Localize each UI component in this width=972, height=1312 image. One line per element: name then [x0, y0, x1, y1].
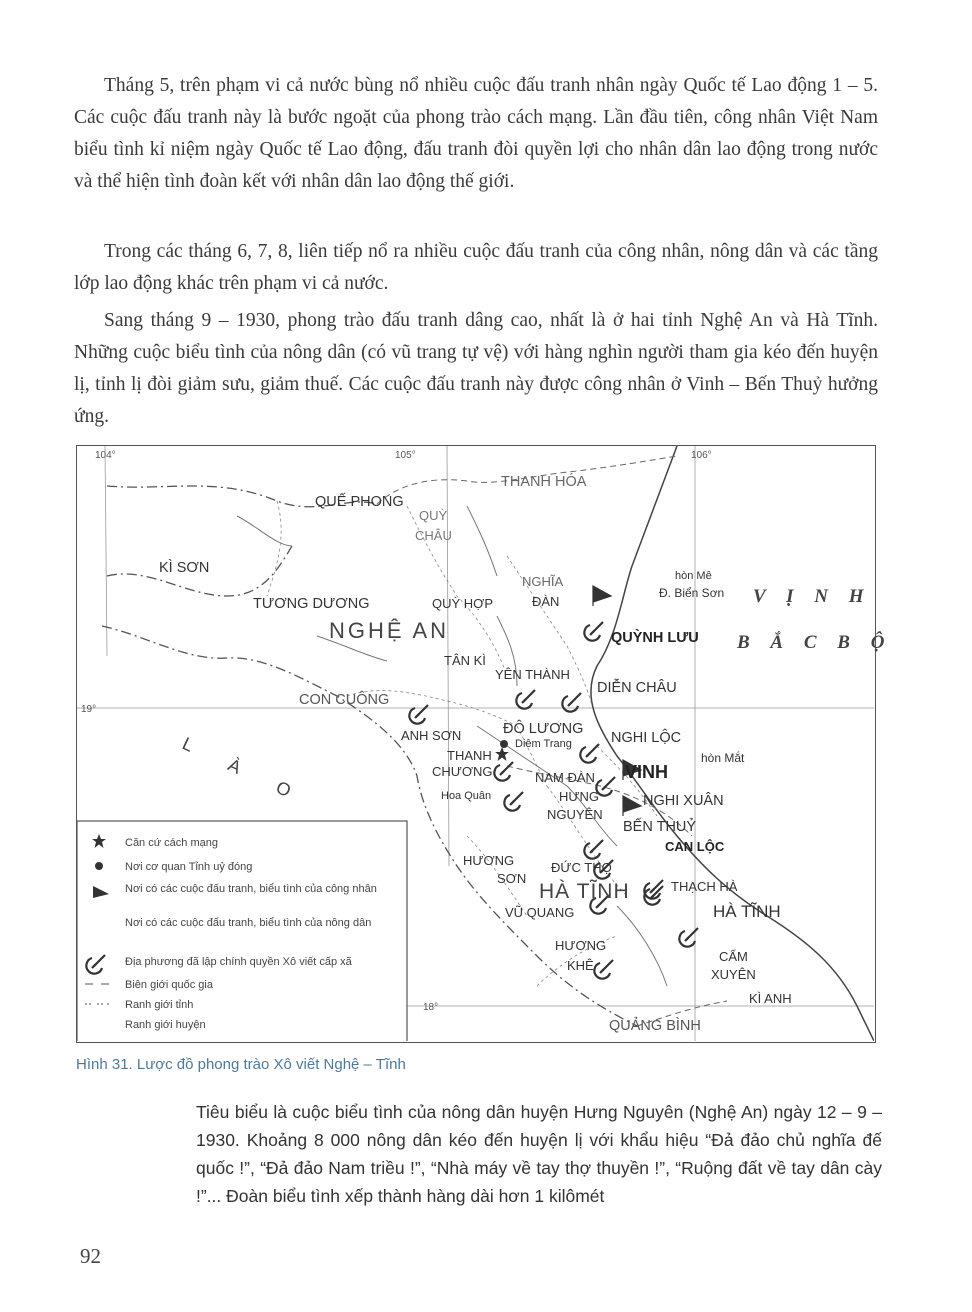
degree-label-105: 105° [395, 450, 416, 461]
label-nam-dan: NAM ĐÀN [535, 770, 595, 785]
star-thanh-chuong-icon [495, 747, 509, 761]
degree-label-19: 19° [81, 704, 97, 715]
label-vinh-bay: V Ị N H [753, 586, 872, 607]
label-thanh-hoa: THANH HÓA [501, 474, 587, 490]
sickle-thanh-chuong-icon [494, 762, 513, 781]
label-huong-son-2: SƠN [497, 871, 527, 886]
legend-label-peasants: Nơi có các cuộc đấu tranh, biểu tình của nông dân [125, 917, 372, 929]
paragraph-hung-nguyen-demonstration: Tiêu biểu là cuộc biểu tình của nông dân huyện Hưng Nguyên (Nghệ An) ngày 12 – 9 – 1930. Khoảng 8 000 nông dân kéo đến huyện lị với khẩu hiệu “Đả đảo chủ nghĩa đế quốc !”, “Đả đảo Nam triều !”, “Nhà máy về tay thợ thuyền !”, “Ruộng đất về tay dân cày !”... Đoàn biểu tình xếp thành hàng dài hơn 1 kilômét [196, 1102, 882, 1206]
label-quang-binh: QUẢNG BÌNH [609, 1018, 701, 1034]
label-vinh-city: VINH [625, 762, 669, 782]
label-ki-son: KÌ SƠN [159, 560, 210, 576]
label-thanh-chuong-1: THANH [447, 748, 492, 763]
label-anh-son: ANH SƠN [401, 728, 462, 743]
legend-dot-icon [95, 862, 103, 870]
label-hung-nguyen-1: HƯNG [559, 789, 599, 804]
label-que-phong: QUẾ PHONG [315, 494, 404, 510]
paragraph-may-1930: Tháng 5, trên phạm vi cả nước bùng nổ nhiều cuộc đấu tranh nhân ngày Quốc tế Lao động 1 – 5. Các cuộc đấu tranh này là bước ngoặt của phong trào cách mạng. Lần đầu tiên, công nhân Việt Nam biểu tình kỉ niệm ngày Quốc tế Lao động, đấu tranh đòi quyền lợi cho nhân dân lao động trong nước và thể hiện tình đoàn kết với nhân dân lao động thế giới. [74, 75, 878, 192]
label-nghi-xuan: NGHI XUÂN [643, 793, 724, 809]
label-tan-ki: TÂN KÌ [444, 653, 486, 668]
label-quy-chau-1: QUỲ [419, 508, 448, 523]
label-ki-anh: KÌ ANH [749, 991, 792, 1006]
paragraph-september-1930: Sang tháng 9 – 1930, phong trào đấu tranh dâng cao, nhất là ở hai tỉnh Nghệ An và Hà Tĩnh. Những cuộc biểu tình của nông dân (có vũ trang tự vệ) với hàng nghìn người tham gia kéo đến huyện lị, tỉnh lị đòi giảm sưu, giảm thuế. Các cuộc đấu tranh này được công nhân ở Vinh – Bến Thuỷ hưởng ứng. [74, 310, 878, 427]
legend-label-base: Căn cứ cách mạng [125, 837, 218, 849]
flag-quynh-luu-icon [593, 586, 611, 606]
label-ha-tinh-province: HÀ TĨNH [539, 880, 630, 903]
label-nghia-dan-1: NGHĨA [522, 574, 564, 589]
label-can-loc: CAN LỘC [665, 839, 725, 854]
legend-label-national-border: Biên giới quốc gia [125, 979, 213, 991]
label-nghia-dan-2: ĐÀN [532, 594, 560, 609]
label-ben-thuy: BẾN THUỶ [623, 819, 697, 835]
label-hon-mat: hòn Mắt [701, 751, 745, 765]
degree-label-106: 106° [691, 450, 712, 461]
label-cam-xuyen-1: CẨM [719, 949, 748, 964]
label-diem-trang: Diêm Trang [515, 738, 572, 750]
sickle-yen-thanh-icon [516, 690, 535, 709]
sickle-nghi-loc-icon [580, 744, 599, 763]
label-nghe-an-province: NGHỆ AN [329, 618, 450, 643]
legend-label-committee: Nơi cơ quan Tỉnh uỷ đóng [125, 861, 253, 873]
label-quy-chau-2: CHÂU [415, 528, 452, 543]
label-quynh-luu: QUỲNH LƯU [611, 630, 699, 646]
degree-label-104: 104° [95, 450, 116, 461]
label-yen-thanh: YÊN THÀNH [495, 667, 570, 682]
label-duc-tho: ĐỨC THỌ [551, 860, 612, 875]
label-hung-nguyen-2: NGUYÊN [547, 807, 603, 822]
label-huong-khe-1: HƯƠNG [555, 938, 607, 953]
legend-label-soviet: Địa phương đã lập chính quyền Xô viết cấp xã [125, 956, 352, 968]
legend-label-province-border: Ranh giới tỉnh [125, 999, 194, 1011]
legend-label-district-border: Ranh giới huyện [125, 1019, 206, 1031]
sickle-hung-nguyen-icon [584, 840, 603, 859]
label-huong-khe-2: KHÊ [567, 958, 594, 973]
label-vu-quang: VŨ QUANG [505, 905, 575, 920]
paragraph-june-august: Trong các tháng 6, 7, 8, liên tiếp nổ ra nhiều cuộc đấu tranh của công nhân, nông dân và các tầng lớp lao động khác trên phạm vi cả nước. [74, 241, 878, 294]
label-huong-son-1: HƯƠNG [463, 853, 515, 868]
page-number: 92 [80, 1244, 101, 1268]
label-do-luong: ĐÔ LƯƠNG [503, 721, 584, 737]
soviet-nghe-tinh-map [76, 445, 893, 1043]
label-nghi-loc: NGHI LỘC [611, 730, 682, 746]
label-thanh-chuong-2: CHƯƠNG [432, 764, 493, 779]
label-laos: L À O [179, 733, 311, 809]
label-hoa-quan: Hoa Quân [441, 790, 492, 802]
label-ha-tinh-town: HÀ TĨNH [713, 902, 781, 921]
figure-caption: Hình 31. Lược đồ phong trào Xô viết Nghệ – Tĩnh [76, 1056, 406, 1073]
sickle-huong-khe-icon [594, 960, 613, 979]
label-cam-xuyen-2: XUYÊN [711, 967, 756, 982]
label-hon-me: hòn Mê [675, 570, 712, 582]
degree-label-18: 18° [423, 1002, 439, 1013]
label-con-cuong: CON CUÔNG [299, 692, 390, 708]
sickle-dien-chau-icon [562, 693, 581, 712]
label-dien-chau: DIỄN CHÂU [597, 680, 677, 696]
dot-diem-trang-icon [500, 740, 508, 748]
sickle-quynh-luu-icon [584, 622, 603, 641]
legend-label-workers: Nơi có các cuộc đấu tranh, biểu tình của công nhân [125, 883, 377, 895]
label-bien-son: Đ. Biển Sơn [659, 586, 725, 600]
label-bac-bo-bay: B Ắ C B Ộ [737, 632, 893, 653]
label-thach-ha: THẠCH HÀ [671, 879, 738, 894]
label-tuong-duong: TƯƠNG DƯƠNG [253, 596, 370, 612]
label-quy-hop: QUỲ HỢP [432, 596, 493, 611]
sickle-hoa-quan-icon [504, 792, 523, 811]
